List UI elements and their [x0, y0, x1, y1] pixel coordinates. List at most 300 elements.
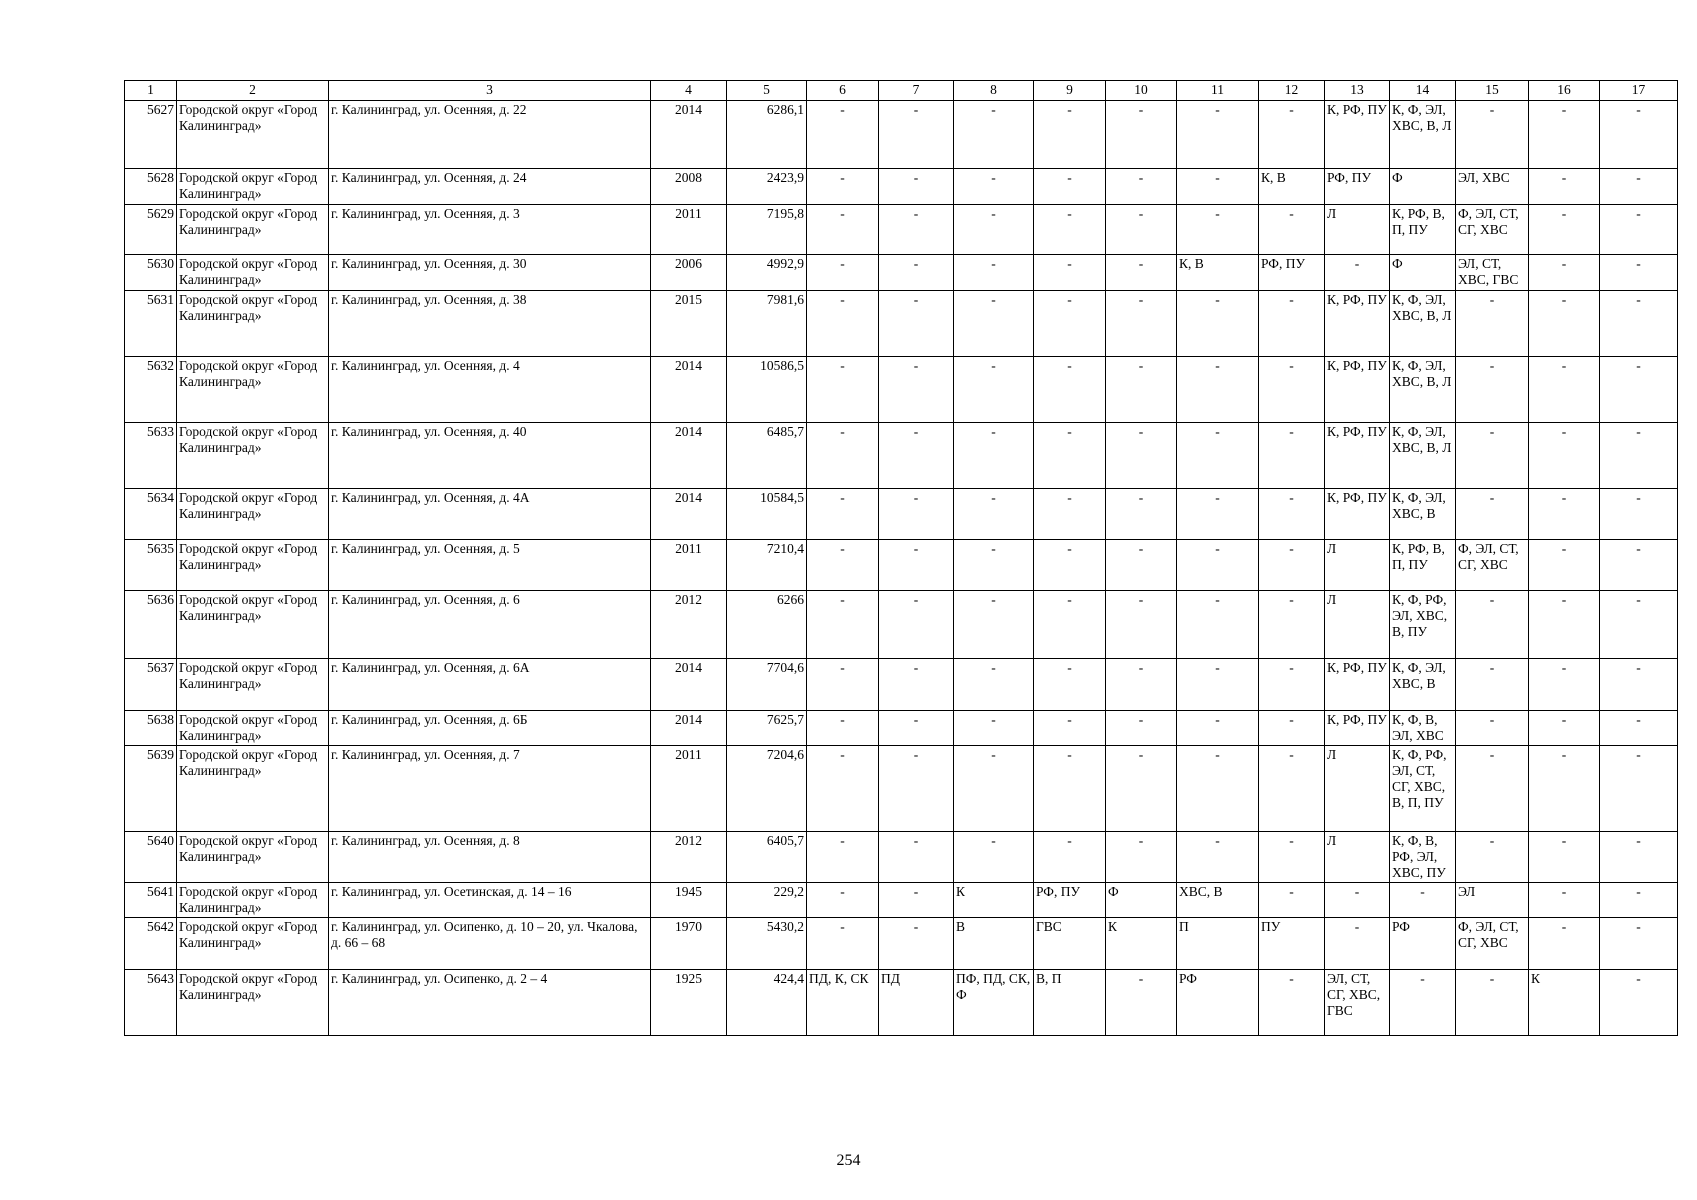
column-header-15: 15	[1456, 81, 1529, 101]
table-cell-col-3: г. Калининград, ул. Осенняя, д. 22	[329, 101, 651, 169]
table-cell-col-12: -	[1259, 883, 1325, 918]
table-cell-col-2: Городской округ «Город Калининград»	[177, 357, 329, 423]
table-cell-col-13: -	[1325, 918, 1390, 970]
table-cell-col-4: 2014	[651, 711, 727, 746]
table-cell-col-10: -	[1106, 746, 1177, 832]
table-cell-col-5: 4992,9	[727, 255, 807, 291]
table-cell-col-8: -	[954, 659, 1034, 711]
table-cell-col-6: -	[807, 659, 879, 711]
table-cell-col-13: К, РФ, ПУ	[1325, 101, 1390, 169]
table-cell-col-10: -	[1106, 255, 1177, 291]
table-row	[125, 832, 1678, 883]
table-cell-col-12: -	[1259, 423, 1325, 489]
table-cell-col-12: -	[1259, 489, 1325, 540]
table-cell-col-13: -	[1325, 883, 1390, 918]
table-cell-col-3: г. Калининград, ул. Осенняя, д. 8	[329, 832, 651, 883]
table-cell-col-9: -	[1034, 489, 1106, 540]
table-cell-col-10: -	[1106, 357, 1177, 423]
table-cell-col-17: -	[1600, 255, 1678, 291]
table-cell-col-5: 7204,6	[727, 746, 807, 832]
table-cell-col-3: г. Калининград, ул. Осенняя, д. 7	[329, 746, 651, 832]
table-cell-col-1: 5634	[125, 489, 177, 540]
table-cell-col-7: -	[879, 659, 954, 711]
table-cell-col-5: 424,4	[727, 970, 807, 1036]
table-cell-col-14: РФ	[1390, 918, 1456, 970]
table-cell-col-5: 6405,7	[727, 832, 807, 883]
table-cell-col-6: -	[807, 489, 879, 540]
table-cell-col-3: г. Калининград, ул. Осенняя, д. 3	[329, 205, 651, 255]
table-cell-col-11: -	[1177, 746, 1259, 832]
table-cell-col-5: 5430,2	[727, 918, 807, 970]
table-cell-col-6: -	[807, 357, 879, 423]
table-cell-col-10: К	[1106, 918, 1177, 970]
table-cell-col-17: -	[1600, 169, 1678, 205]
table-cell-col-15: ЭЛ	[1456, 883, 1529, 918]
table-cell-col-7: -	[879, 255, 954, 291]
table-cell-col-14: К, Ф, В, ЭЛ, ХВС	[1390, 711, 1456, 746]
table-cell-col-4: 2008	[651, 169, 727, 205]
table-cell-col-2: Городской округ «Город Калининград»	[177, 489, 329, 540]
table-cell-col-11: -	[1177, 489, 1259, 540]
table-cell-col-8: -	[954, 711, 1034, 746]
table-cell-col-17: -	[1600, 832, 1678, 883]
table-cell-col-5: 6286,1	[727, 101, 807, 169]
table-cell-col-2: Городской округ «Город Калининград»	[177, 205, 329, 255]
table-cell-col-5: 7625,7	[727, 711, 807, 746]
table-cell-col-1: 5641	[125, 883, 177, 918]
table-cell-col-10: -	[1106, 169, 1177, 205]
table-cell-col-6: -	[807, 205, 879, 255]
table-cell-col-17: -	[1600, 489, 1678, 540]
table-cell-col-8: -	[954, 357, 1034, 423]
table-cell-col-12: -	[1259, 291, 1325, 357]
table-cell-col-4: 2014	[651, 423, 727, 489]
table-cell-col-6: -	[807, 883, 879, 918]
table-cell-col-7: ПД	[879, 970, 954, 1036]
table-cell-col-2: Городской округ «Город Калининград»	[177, 169, 329, 205]
table-cell-col-10: -	[1106, 101, 1177, 169]
table-cell-col-8: В	[954, 918, 1034, 970]
table-cell-col-9: -	[1034, 101, 1106, 169]
table-cell-col-11: -	[1177, 540, 1259, 591]
table-cell-col-9: -	[1034, 659, 1106, 711]
column-header-3: 3	[329, 81, 651, 101]
table-cell-col-17: -	[1600, 205, 1678, 255]
table-cell-col-1: 5640	[125, 832, 177, 883]
table-cell-col-16: -	[1529, 711, 1600, 746]
table-cell-col-12: ПУ	[1259, 918, 1325, 970]
table-cell-col-17: -	[1600, 591, 1678, 659]
table-cell-col-16: -	[1529, 746, 1600, 832]
table-cell-col-17: -	[1600, 540, 1678, 591]
table-cell-col-7: -	[879, 357, 954, 423]
table-cell-col-15: -	[1456, 101, 1529, 169]
table-cell-col-15: -	[1456, 659, 1529, 711]
table-cell-col-1: 5629	[125, 205, 177, 255]
table-cell-col-9: -	[1034, 255, 1106, 291]
column-header-11: 11	[1177, 81, 1259, 101]
table-cell-col-17: -	[1600, 711, 1678, 746]
table-cell-col-9: -	[1034, 832, 1106, 883]
table-cell-col-9: -	[1034, 711, 1106, 746]
table-cell-col-8: -	[954, 205, 1034, 255]
table-cell-col-3: г. Калининград, ул. Осенняя, д. 4А	[329, 489, 651, 540]
table-cell-col-2: Городской округ «Город Калининград»	[177, 918, 329, 970]
table-cell-col-9: -	[1034, 746, 1106, 832]
table-cell-col-8: -	[954, 255, 1034, 291]
table-cell-col-14: К, Ф, ЭЛ, ХВС, В, Л	[1390, 357, 1456, 423]
table-cell-col-1: 5635	[125, 540, 177, 591]
table-cell-col-3: г. Калининград, ул. Осенняя, д. 4	[329, 357, 651, 423]
table-cell-col-4: 2014	[651, 659, 727, 711]
table-row	[125, 291, 1678, 357]
column-header-16: 16	[1529, 81, 1600, 101]
table-row	[125, 357, 1678, 423]
table-cell-col-8: -	[954, 423, 1034, 489]
table-cell-col-15: -	[1456, 832, 1529, 883]
table-cell-col-16: -	[1529, 883, 1600, 918]
table-cell-col-17: -	[1600, 746, 1678, 832]
table-cell-col-8: -	[954, 832, 1034, 883]
table-cell-col-6: -	[807, 832, 879, 883]
table-cell-col-14: -	[1390, 883, 1456, 918]
table-cell-col-13: К, РФ, ПУ	[1325, 357, 1390, 423]
table-cell-col-14: К, Ф, ЭЛ, ХВС, В, Л	[1390, 101, 1456, 169]
table-cell-col-1: 5642	[125, 918, 177, 970]
table-cell-col-13: ЭЛ, СТ, СГ, ХВС, ГВС	[1325, 970, 1390, 1036]
column-header-5: 5	[727, 81, 807, 101]
table-cell-col-10: -	[1106, 423, 1177, 489]
table-cell-col-3: г. Калининград, ул. Осипенко, д. 2 – 4	[329, 970, 651, 1036]
table-cell-col-10: -	[1106, 659, 1177, 711]
table-cell-col-11: -	[1177, 101, 1259, 169]
table-cell-col-13: Л	[1325, 746, 1390, 832]
table-cell-col-13: -	[1325, 255, 1390, 291]
column-header-2: 2	[177, 81, 329, 101]
table-row	[125, 918, 1678, 970]
table-cell-col-10: -	[1106, 711, 1177, 746]
table-row	[125, 489, 1678, 540]
table-header	[125, 81, 1678, 101]
table-cell-col-7: -	[879, 591, 954, 659]
table-cell-col-8: -	[954, 101, 1034, 169]
table-cell-col-15: -	[1456, 489, 1529, 540]
table-cell-col-1: 5627	[125, 101, 177, 169]
table-cell-col-4: 1945	[651, 883, 727, 918]
table-row	[125, 591, 1678, 659]
table-cell-col-16: К	[1529, 970, 1600, 1036]
table-cell-col-6: -	[807, 591, 879, 659]
table-row	[125, 205, 1678, 255]
table-cell-col-7: -	[879, 883, 954, 918]
table-cell-col-5: 7704,6	[727, 659, 807, 711]
table-cell-col-16: -	[1529, 291, 1600, 357]
table-row	[125, 101, 1678, 169]
table-cell-col-4: 1925	[651, 970, 727, 1036]
table-cell-col-10: -	[1106, 205, 1177, 255]
table-cell-col-4: 2011	[651, 205, 727, 255]
column-header-7: 7	[879, 81, 954, 101]
table-cell-col-13: Л	[1325, 832, 1390, 883]
table-cell-col-6: -	[807, 169, 879, 205]
table-cell-col-4: 2015	[651, 291, 727, 357]
column-header-4: 4	[651, 81, 727, 101]
table-cell-col-3: г. Калининград, ул. Осенняя, д. 5	[329, 540, 651, 591]
table-cell-col-2: Городской округ «Город Калининград»	[177, 711, 329, 746]
table-cell-col-11: -	[1177, 832, 1259, 883]
table-cell-col-13: К, РФ, ПУ	[1325, 489, 1390, 540]
table-cell-col-4: 2011	[651, 540, 727, 591]
table-cell-col-2: Городской округ «Город Калининград»	[177, 970, 329, 1036]
table-cell-col-1: 5638	[125, 711, 177, 746]
table-cell-col-3: г. Калининград, ул. Осенняя, д. 30	[329, 255, 651, 291]
table-cell-col-1: 5639	[125, 746, 177, 832]
table-cell-col-15: -	[1456, 357, 1529, 423]
table-cell-col-10: -	[1106, 540, 1177, 591]
table-cell-col-4: 2012	[651, 591, 727, 659]
table-cell-col-12: -	[1259, 711, 1325, 746]
table-cell-col-10: -	[1106, 591, 1177, 659]
table-cell-col-13: К, РФ, ПУ	[1325, 291, 1390, 357]
table-cell-col-15: ЭЛ, СТ, ХВС, ГВС	[1456, 255, 1529, 291]
table-cell-col-9: -	[1034, 291, 1106, 357]
table-cell-col-1: 5637	[125, 659, 177, 711]
table-cell-col-16: -	[1529, 205, 1600, 255]
table-cell-col-8: -	[954, 169, 1034, 205]
table-cell-col-9: -	[1034, 169, 1106, 205]
table-cell-col-5: 2423,9	[727, 169, 807, 205]
table-cell-col-4: 2014	[651, 357, 727, 423]
table-cell-col-14: Ф	[1390, 169, 1456, 205]
table-row	[125, 746, 1678, 832]
column-header-17: 17	[1600, 81, 1678, 101]
table-cell-col-12: -	[1259, 591, 1325, 659]
table-cell-col-16: -	[1529, 489, 1600, 540]
table-cell-col-4: 1970	[651, 918, 727, 970]
table-cell-col-3: г. Калининград, ул. Осетинская, д. 14 – 16	[329, 883, 651, 918]
table-cell-col-14: К, Ф, РФ, ЭЛ, СТ, СГ, ХВС, В, П, ПУ	[1390, 746, 1456, 832]
table-cell-col-11: К, В	[1177, 255, 1259, 291]
column-header-8: 8	[954, 81, 1034, 101]
table-cell-col-13: К, РФ, ПУ	[1325, 659, 1390, 711]
table-cell-col-6: ПД, К, СК	[807, 970, 879, 1036]
table-cell-col-2: Городской округ «Город Калининград»	[177, 423, 329, 489]
table-cell-col-15: Ф, ЭЛ, СТ, СГ, ХВС	[1456, 540, 1529, 591]
table-cell-col-10: -	[1106, 970, 1177, 1036]
table-cell-col-5: 229,2	[727, 883, 807, 918]
table-cell-col-1: 5643	[125, 970, 177, 1036]
table-cell-col-2: Городской округ «Город Калининград»	[177, 291, 329, 357]
table-cell-col-7: -	[879, 746, 954, 832]
table-cell-col-16: -	[1529, 591, 1600, 659]
table-cell-col-9: -	[1034, 357, 1106, 423]
table-cell-col-2: Городской округ «Город Калининград»	[177, 540, 329, 591]
table-cell-col-12: -	[1259, 832, 1325, 883]
table-cell-col-12: -	[1259, 746, 1325, 832]
table-cell-col-4: 2012	[651, 832, 727, 883]
table-row	[125, 423, 1678, 489]
table-cell-col-4: 2014	[651, 489, 727, 540]
table-cell-col-13: Л	[1325, 540, 1390, 591]
table-cell-col-17: -	[1600, 970, 1678, 1036]
table-cell-col-16: -	[1529, 918, 1600, 970]
table-cell-col-14: К, Ф, ЭЛ, ХВС, В	[1390, 659, 1456, 711]
table-cell-col-10: -	[1106, 832, 1177, 883]
table-cell-col-2: Городской округ «Город Калининград»	[177, 255, 329, 291]
table-cell-col-3: г. Калининград, ул. Осенняя, д. 6	[329, 591, 651, 659]
table-cell-col-17: -	[1600, 357, 1678, 423]
table-cell-col-16: -	[1529, 540, 1600, 591]
table-cell-col-2: Городской округ «Город Калининград»	[177, 883, 329, 918]
table-cell-col-12: К, В	[1259, 169, 1325, 205]
table-cell-col-16: -	[1529, 101, 1600, 169]
table-cell-col-12: -	[1259, 659, 1325, 711]
table-cell-col-7: -	[879, 832, 954, 883]
table-cell-col-17: -	[1600, 423, 1678, 489]
table-cell-col-11: П	[1177, 918, 1259, 970]
table-cell-col-5: 6266	[727, 591, 807, 659]
table-cell-col-11: -	[1177, 711, 1259, 746]
table-cell-col-15: Ф, ЭЛ, СТ, СГ, ХВС	[1456, 205, 1529, 255]
table-cell-col-14: Ф	[1390, 255, 1456, 291]
table-cell-col-10: -	[1106, 489, 1177, 540]
page-number: 254	[836, 1152, 861, 1169]
table-cell-col-7: -	[879, 101, 954, 169]
table-row	[125, 659, 1678, 711]
table-cell-col-7: -	[879, 423, 954, 489]
table-cell-col-8: -	[954, 746, 1034, 832]
table-cell-col-8: -	[954, 291, 1034, 357]
table-cell-col-2: Городской округ «Город Калининград»	[177, 101, 329, 169]
table-cell-col-15: Ф, ЭЛ, СТ, СГ, ХВС	[1456, 918, 1529, 970]
column-header-9: 9	[1034, 81, 1106, 101]
table-cell-col-14: К, Ф, В, РФ, ЭЛ, ХВС, ПУ	[1390, 832, 1456, 883]
table-cell-col-11: -	[1177, 169, 1259, 205]
table-cell-col-15: -	[1456, 423, 1529, 489]
table-cell-col-17: -	[1600, 101, 1678, 169]
table-cell-col-13: РФ, ПУ	[1325, 169, 1390, 205]
table-cell-col-11: -	[1177, 291, 1259, 357]
table-cell-col-8: К	[954, 883, 1034, 918]
table-cell-col-15: ЭЛ, ХВС	[1456, 169, 1529, 205]
table-cell-col-11: ХВС, В	[1177, 883, 1259, 918]
table-cell-col-7: -	[879, 918, 954, 970]
table-cell-col-3: г. Калининград, ул. Осенняя, д. 24	[329, 169, 651, 205]
table-row	[125, 169, 1678, 205]
table-cell-col-5: 7195,8	[727, 205, 807, 255]
table-cell-col-3: г. Калининград, ул. Осенняя, д. 40	[329, 423, 651, 489]
table-cell-col-8: -	[954, 591, 1034, 659]
table-cell-col-9: РФ, ПУ	[1034, 883, 1106, 918]
table-cell-col-11: РФ	[1177, 970, 1259, 1036]
table-cell-col-1: 5633	[125, 423, 177, 489]
table-cell-col-17: -	[1600, 291, 1678, 357]
table-cell-col-6: -	[807, 540, 879, 591]
table-cell-col-16: -	[1529, 255, 1600, 291]
table-row	[125, 970, 1678, 1036]
table-cell-col-16: -	[1529, 423, 1600, 489]
table-cell-col-6: -	[807, 423, 879, 489]
table-cell-col-3: г. Калининград, ул. Осенняя, д. 38	[329, 291, 651, 357]
table-cell-col-4: 2014	[651, 101, 727, 169]
table-cell-col-5: 10584,5	[727, 489, 807, 540]
table-row	[125, 883, 1678, 918]
table-cell-col-3: г. Калининград, ул. Осенняя, д. 6А	[329, 659, 651, 711]
table-cell-col-17: -	[1600, 659, 1678, 711]
table-cell-col-11: -	[1177, 423, 1259, 489]
column-header-6: 6	[807, 81, 879, 101]
table-cell-col-9: -	[1034, 591, 1106, 659]
table-cell-col-11: -	[1177, 205, 1259, 255]
table-cell-col-7: -	[879, 205, 954, 255]
table-cell-col-8: ПФ, ПД, СК, Ф	[954, 970, 1034, 1036]
table-cell-col-14: -	[1390, 970, 1456, 1036]
table-cell-col-1: 5631	[125, 291, 177, 357]
table-cell-col-9: В, П	[1034, 970, 1106, 1036]
table-cell-col-14: К, Ф, ЭЛ, ХВС, В, Л	[1390, 423, 1456, 489]
column-header-1: 1	[125, 81, 177, 101]
table-cell-col-13: Л	[1325, 205, 1390, 255]
table-cell-col-13: К, РФ, ПУ	[1325, 423, 1390, 489]
table-cell-col-2: Городской округ «Город Калининград»	[177, 832, 329, 883]
table-cell-col-11: -	[1177, 591, 1259, 659]
table-cell-col-5: 7210,4	[727, 540, 807, 591]
table-row	[125, 540, 1678, 591]
table-cell-col-16: -	[1529, 357, 1600, 423]
table-cell-col-9: ГВС	[1034, 918, 1106, 970]
table-cell-col-5: 7981,6	[727, 291, 807, 357]
table-cell-col-12: РФ, ПУ	[1259, 255, 1325, 291]
column-header-12: 12	[1259, 81, 1325, 101]
table-cell-col-6: -	[807, 918, 879, 970]
table-cell-col-15: -	[1456, 970, 1529, 1036]
table-cell-col-9: -	[1034, 205, 1106, 255]
table-cell-col-12: -	[1259, 205, 1325, 255]
table-cell-col-6: -	[807, 101, 879, 169]
table-cell-col-15: -	[1456, 291, 1529, 357]
table-cell-col-16: -	[1529, 832, 1600, 883]
table-cell-col-3: г. Калининград, ул. Осенняя, д. 6Б	[329, 711, 651, 746]
table-cell-col-9: -	[1034, 540, 1106, 591]
table-cell-col-6: -	[807, 746, 879, 832]
table-cell-col-13: К, РФ, ПУ	[1325, 711, 1390, 746]
table-cell-col-6: -	[807, 711, 879, 746]
table-cell-col-14: К, Ф, ЭЛ, ХВС, В, Л	[1390, 291, 1456, 357]
register-table	[124, 80, 1678, 1036]
table-cell-col-11: -	[1177, 357, 1259, 423]
table-cell-col-2: Городской округ «Город Калининград»	[177, 746, 329, 832]
table-cell-col-3: г. Калининград, ул. Осипенко, д. 10 – 20, ул. Чкалова, д. 66 – 68	[329, 918, 651, 970]
table-cell-col-5: 10586,5	[727, 357, 807, 423]
header-row	[125, 81, 1678, 101]
table-cell-col-7: -	[879, 489, 954, 540]
table-cell-col-11: -	[1177, 659, 1259, 711]
table-cell-col-12: -	[1259, 101, 1325, 169]
table-cell-col-1: 5636	[125, 591, 177, 659]
table-cell-col-6: -	[807, 291, 879, 357]
table-cell-col-12: -	[1259, 540, 1325, 591]
table-cell-col-1: 5628	[125, 169, 177, 205]
table-cell-col-17: -	[1600, 918, 1678, 970]
table-row	[125, 255, 1678, 291]
table-cell-col-8: -	[954, 489, 1034, 540]
table-cell-col-2: Городской округ «Город Калининград»	[177, 659, 329, 711]
table-cell-col-12: -	[1259, 970, 1325, 1036]
table-body	[125, 101, 1678, 1036]
table-cell-col-14: К, РФ, В, П, ПУ	[1390, 205, 1456, 255]
table-cell-col-8: -	[954, 540, 1034, 591]
table-cell-col-14: К, РФ, В, П, ПУ	[1390, 540, 1456, 591]
